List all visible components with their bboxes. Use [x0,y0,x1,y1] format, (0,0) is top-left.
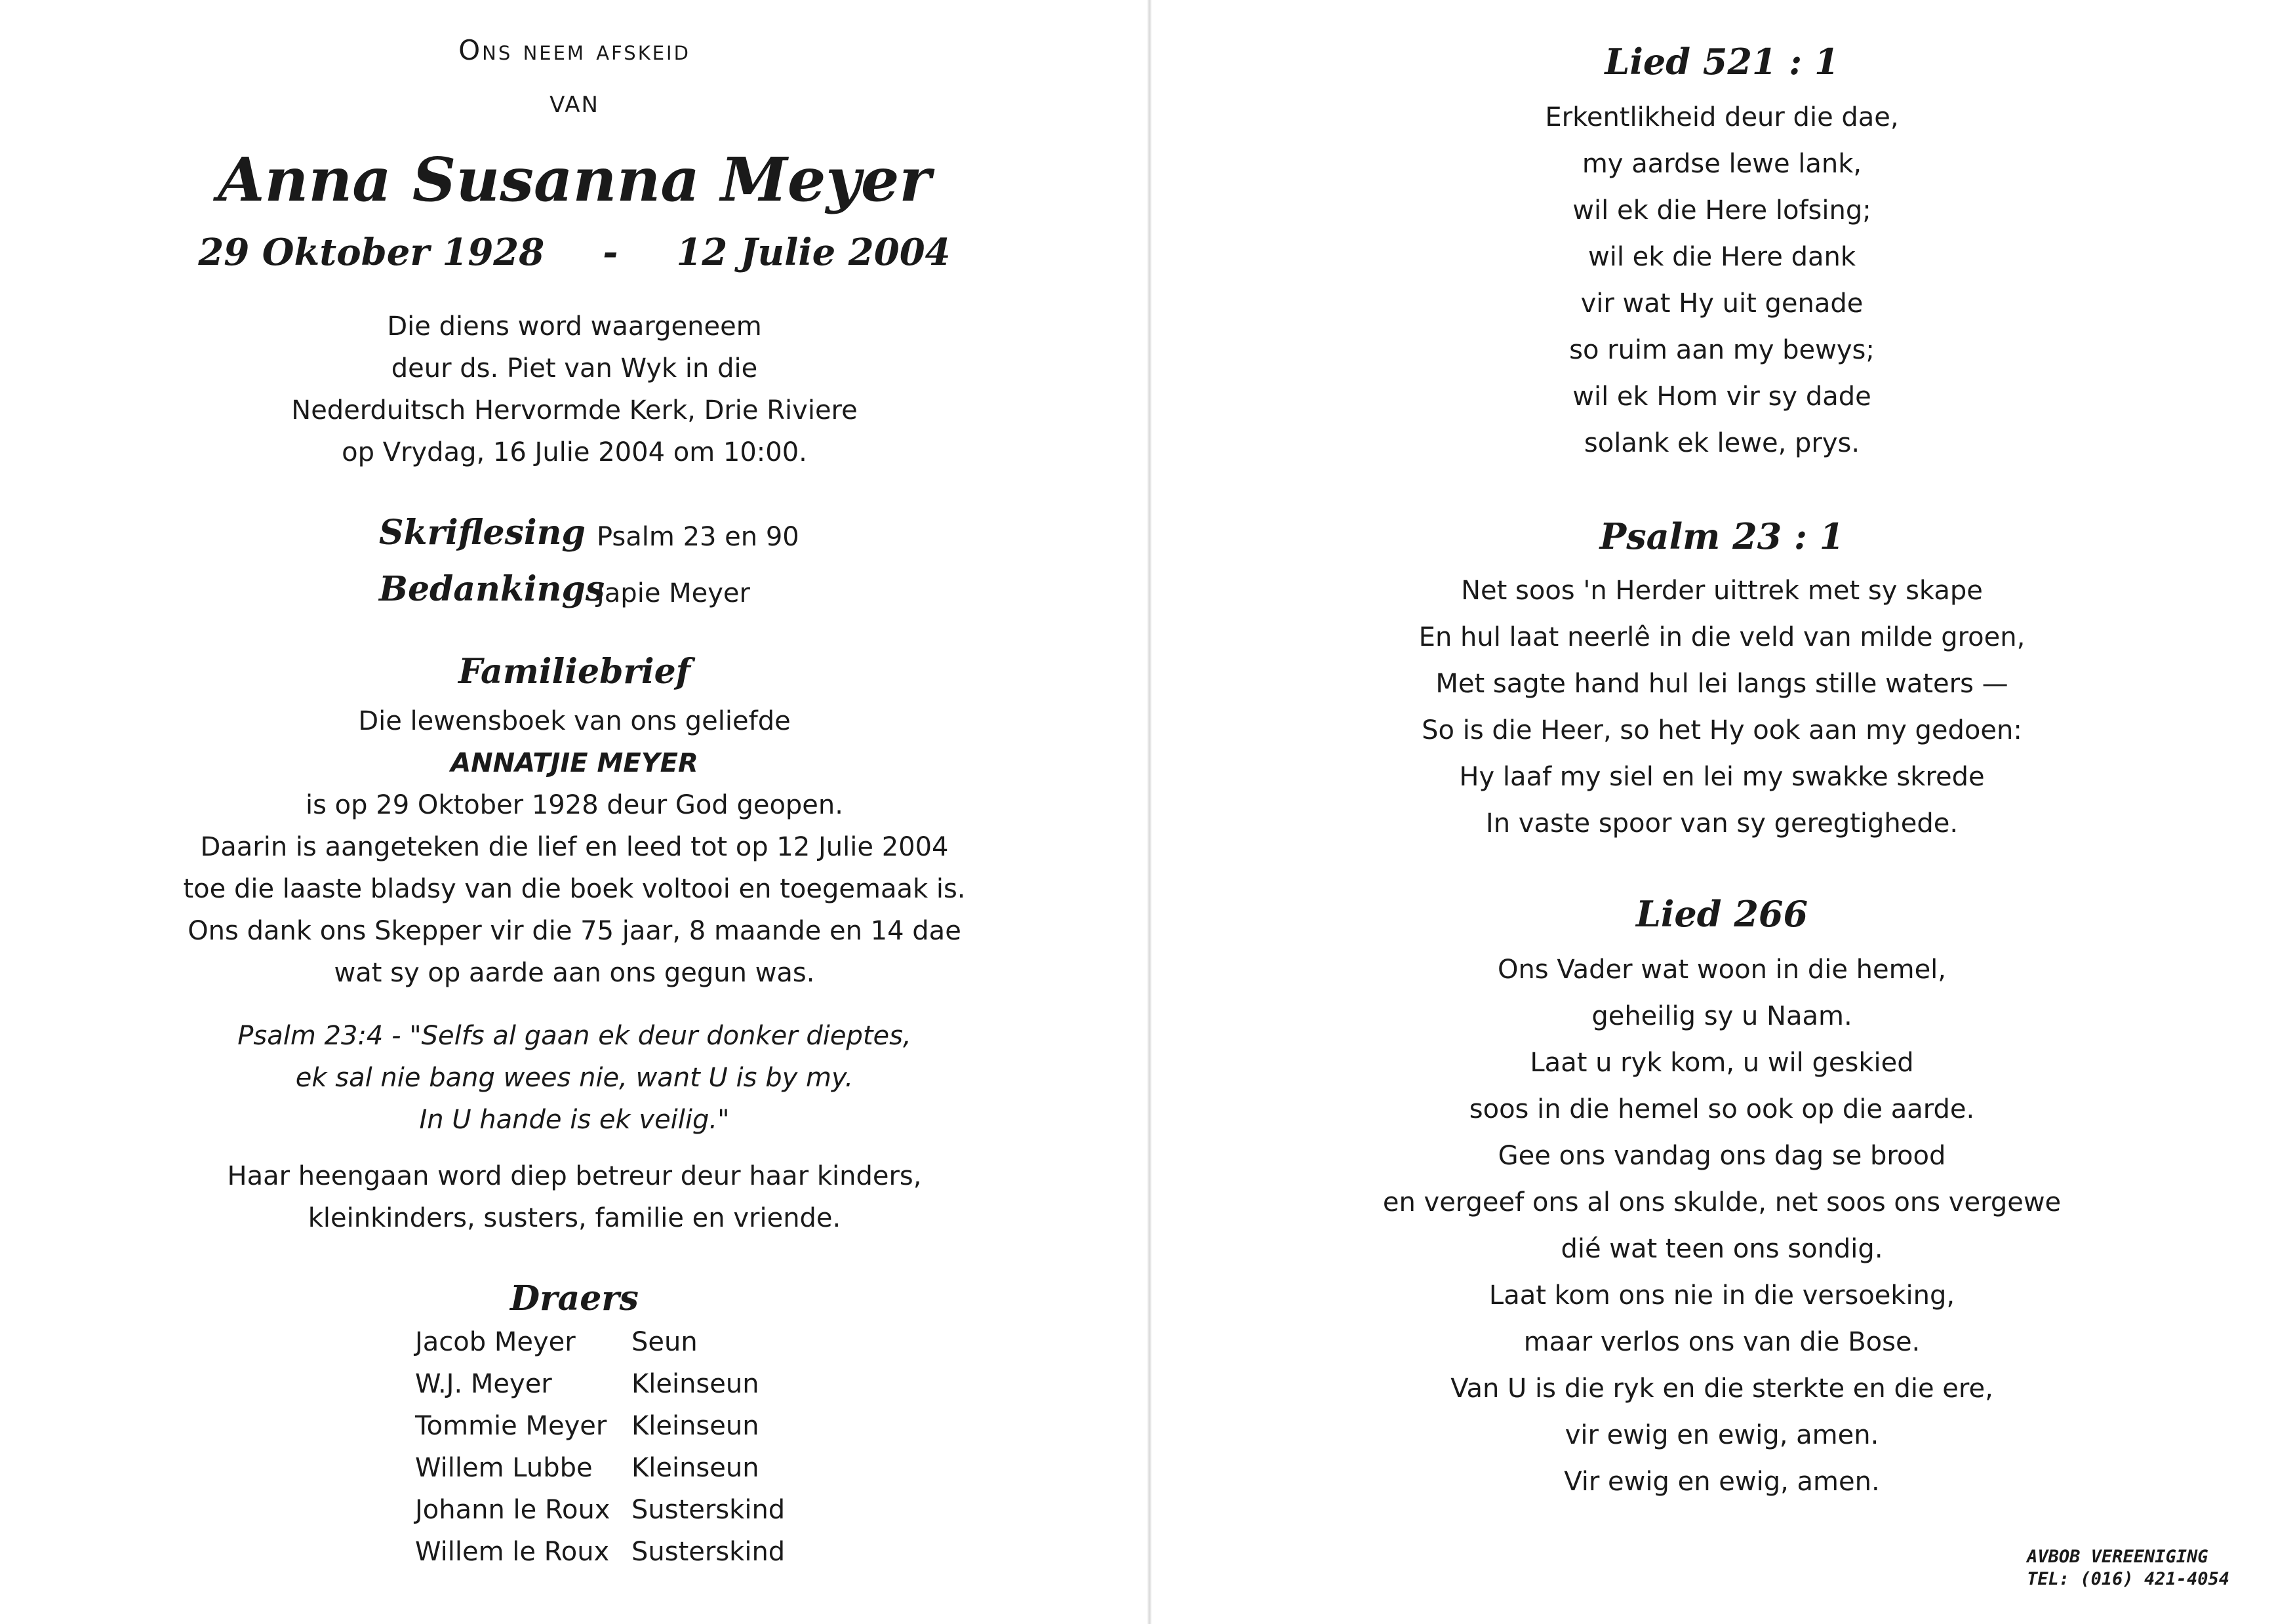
song-line: wil ek Hom vir sy dade [1572,382,1871,412]
familiebrief-name: ANNATJIE MEYER [450,748,698,778]
song-lines [1149,947,2295,1505]
song-line: vir wat Hy uit genade [1580,288,1864,319]
familiebrief-title: Familiebrief [458,652,691,692]
song-line: Met sagte hand hul lei langs stille waters — [1435,669,2008,699]
song-line: Ons Vader wat woon in die hemel, [1497,955,1947,985]
quote-line: Psalm 23:4 - "Selfs al gaan ek deur donker dieptes, [237,1021,911,1051]
familiebrief [0,700,1149,994]
song-line: solank ek lewe, prys. [1584,428,1860,458]
draer-name: Willem Lubbe [415,1453,593,1483]
draers-title: Draers [510,1278,639,1318]
song-line: en vergeef ons al ons skulde, net soos ons vergewe [1382,1187,2062,1218]
song-lines [1149,94,2295,467]
draer-relation: Seun [631,1327,698,1357]
song-line: wil ek die Here lofsing; [1572,195,1871,226]
draer-name: Jacob Meyer [415,1327,576,1357]
familiebrief-line: toe die laaste bladsy van die boek voltooi en toegemaak is. [183,874,966,904]
psalm-quote [0,1015,1149,1141]
draer-relation: Kleinseun [631,1369,759,1399]
song-line: In vaste spoor van sy geregtighede. [1485,808,1959,839]
song-line: Erkentlikheid deur die dae, [1545,102,1899,132]
familiebrief-line: wat sy op aarde aan ons gegun was. [334,958,815,988]
song-line: geheilig sy u Naam. [1591,1001,1852,1031]
draer-relation: Susterskind [631,1537,786,1567]
heading-top: Ons neem afskeid [458,34,690,66]
familiebrief-intro: Die lewensboek van ons geliefde [358,706,791,736]
draer-name: W.J. Meyer [415,1369,552,1399]
song-line: Vir ewig en ewig, amen. [1564,1467,1880,1497]
song-line: my aardse lewe lank, [1582,149,1862,179]
familiebrief-line: Daarin is aangeteken die lief en leed tot op 12 Julie 2004 [200,832,949,862]
draer-relation: Kleinseun [631,1411,759,1441]
service-line: Die diens word waargeneem [387,311,762,342]
birth-date: 29 Oktober 1928 [198,231,545,274]
song-line: vir ewig en ewig, amen. [1565,1420,1879,1450]
mourning-line: kleinkinders, susters, familie en vriende. [308,1203,841,1233]
song-lines [1149,568,2295,847]
song-title: Psalm 23 : 1 [1599,515,1845,557]
date-dash: - [603,231,618,274]
familiebrief-line: Ons dank ons Skepper vir die 75 jaar, 8 maande en 14 dae [188,916,961,946]
song-line: Gee ons vandag ons dag se brood [1498,1141,1946,1171]
song-line: dié wat teen ons sondig. [1561,1234,1883,1264]
draer-name: Tommie Meyer [415,1411,607,1441]
song-line: So is die Heer, so het Hy ook aan my gedoen: [1422,715,2022,745]
right-page [1149,0,2295,1624]
service-line: Nederduitsch Hervormde Kerk, Drie Riviere [291,395,858,426]
service-line: op Vrydag, 16 Julie 2004 om 10:00. [342,437,807,467]
quote-line: ek sal nie bang wees nie, want U is by my. [295,1063,854,1093]
familiebrief-line: is op 29 Oktober 1928 deur God geopen. [306,790,843,820]
mourning-text [0,1155,1149,1239]
deceased-name: Anna Susanna Meyer [218,144,931,215]
death-date: 12 Julie 2004 [676,231,951,274]
song-line: Van U is die ryk en die sterkte en die ere, [1450,1374,1993,1404]
service-info [0,306,1149,473]
footer [2027,1546,2229,1591]
song-title: Lied 266 [1635,893,1808,935]
draer-name: Johann le Roux [415,1495,610,1525]
song-line: wil ek die Here dank [1588,242,1856,272]
song-line: Net soos 'n Herder uittrek met sy skape [1461,576,1983,606]
quote-line: In U hande is ek veilig." [419,1105,730,1135]
program-value: Japie Meyer [597,578,750,608]
song-line: soos in die hemel so ook op die aarde. [1469,1094,1975,1124]
song-title: Lied 521 : 1 [1605,41,1839,83]
song-line: Hy laaf my siel en lei my swakke skrede [1459,762,1985,792]
song-line: Laat kom ons nie in die versoeking, [1488,1280,1955,1311]
song-line: Laat u ryk kom, u wil geskied [1530,1048,1914,1078]
life-dates [0,231,1149,274]
draer-name: Willem le Roux [415,1537,610,1567]
draer-relation: Kleinseun [631,1453,759,1483]
mourning-line: Haar heengaan word diep betreur deur haar kinders, [227,1161,922,1191]
heading-van: VAN [549,92,599,118]
program-value: Psalm 23 en 90 [597,522,799,552]
song-line: so ruim aan my bewys; [1569,335,1875,365]
footer-org: AVBOB VEREENIGING [2027,1547,2208,1567]
service-line: deur ds. Piet van Wyk in die [391,353,758,384]
program-label-skriflesing: Skriflesing [379,513,586,553]
program-label-bedankings: Bedankings [379,569,605,609]
draer-relation: Susterskind [631,1495,786,1525]
song-line: maar verlos ons van die Bose. [1523,1327,1921,1357]
footer-tel: TEL: (016) 421-4054 [2027,1569,2229,1589]
song-line: En hul laat neerlê in die veld van milde groen, [1418,622,2026,652]
